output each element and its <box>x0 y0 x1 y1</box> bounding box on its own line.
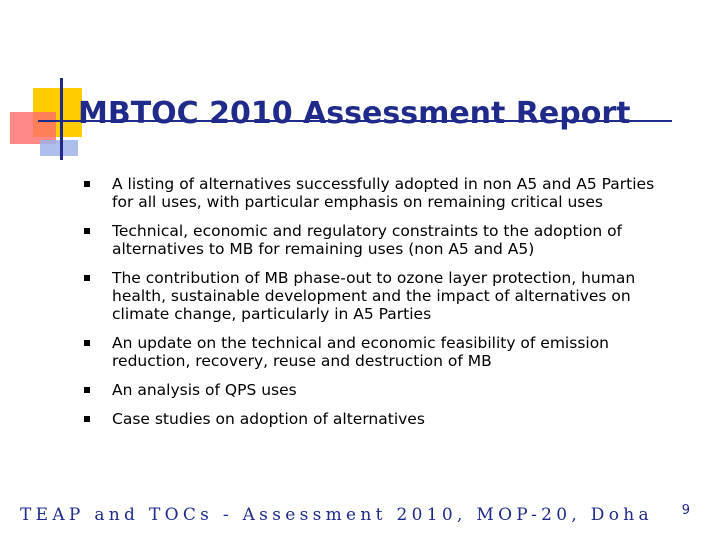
square-bullet-icon <box>84 416 90 422</box>
slide-footer: TEAP and TOCs - Assessment 2010, MOP-20, Doha <box>20 505 653 525</box>
square-bullet-icon <box>84 181 90 187</box>
bullet-text: Technical, economic and regulatory constraints to the adoption of alternatives to MB for remaining uses (non A5 and A5) <box>112 222 623 258</box>
bullet-text: Case studies on adoption of alternatives <box>112 410 425 428</box>
square-bullet-icon <box>84 275 90 281</box>
decorative-vertical-line <box>60 78 63 160</box>
square-bullet-icon <box>84 387 90 393</box>
decorative-blue-block <box>40 140 78 156</box>
bullet-item <box>84 381 664 399</box>
bullet-text: The contribution of MB phase-out to ozone layer protection, human health, sustainable development and the impact of alternatives on climate change, particularly in A5 Parties <box>112 269 636 323</box>
bullet-text: A listing of alternatives successfully adopted in non A5 and A5 Parties for all uses, with particular emphasis on remaining critical uses <box>112 175 655 211</box>
slide-title: MBTOC 2010 Assessment Report <box>78 96 631 131</box>
bullet-item <box>84 175 664 211</box>
square-bullet-icon <box>84 228 90 234</box>
bullet-item <box>84 410 664 428</box>
page-number: 9 <box>681 503 690 518</box>
bullet-item <box>84 334 664 370</box>
bullet-item <box>84 222 664 258</box>
square-bullet-icon <box>84 340 90 346</box>
bullet-text: An update on the technical and economic feasibility of emission reduction, recovery, reuse and destruction of MB <box>112 334 610 370</box>
bullet-text: An analysis of QPS uses <box>112 381 297 399</box>
bullet-item <box>84 269 664 323</box>
bullet-list <box>84 175 664 439</box>
